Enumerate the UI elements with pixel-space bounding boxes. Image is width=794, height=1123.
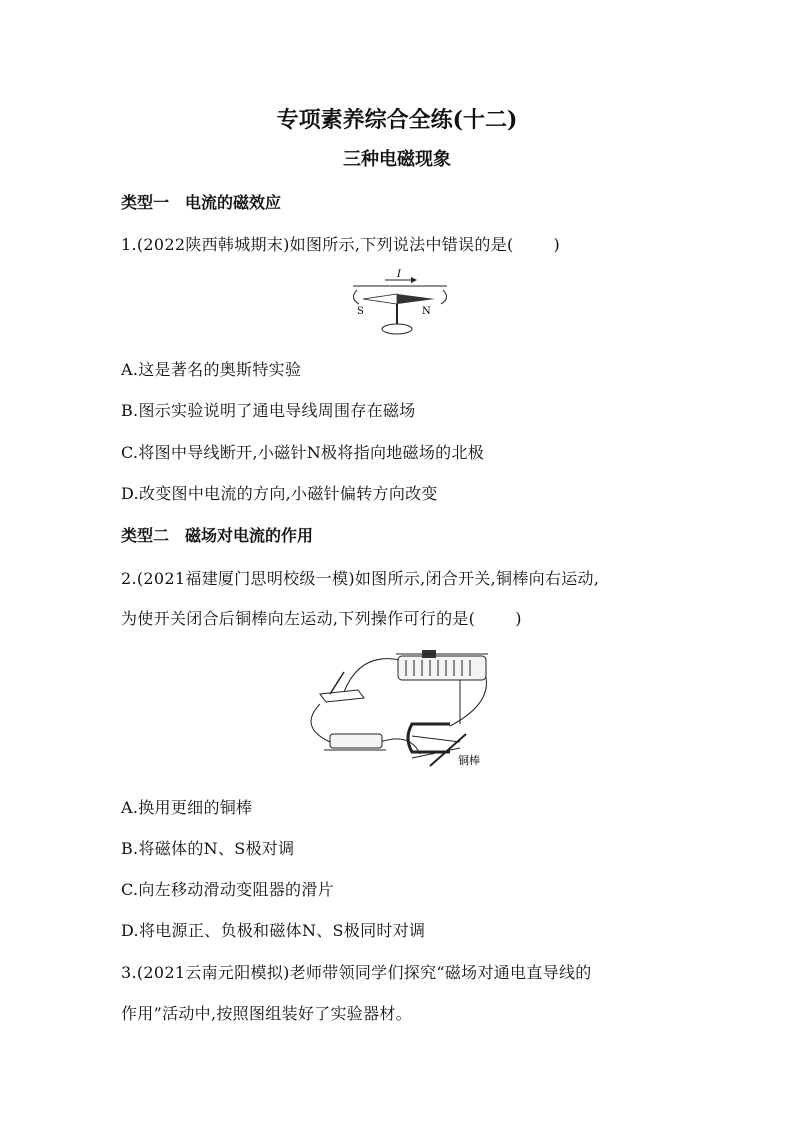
question-3-stem-line-2: 作用”活动中,按照图组装好了实验器材。 [121,1004,412,1023]
question-1-stem [121,232,560,255]
page-subtitle: 三种电磁现象 [343,149,451,170]
question-1-paren-close: ) [553,235,561,254]
question-2-paren-close: ) [515,609,522,628]
switch-base [320,690,364,702]
question-2-stem-text: 为使开关闭合后铜棒向左运动,下列操作可行的是( [121,609,476,628]
question-2-option-a[interactable]: A.换用更细的铜棒 [121,798,253,817]
section-heading-2: 类型二 磁场对电流的作用 [121,526,314,545]
current-label: I [397,269,401,280]
question-3-stem-line-1: 3.(2021云南元阳模拟)老师带领同学们探究“磁场对通电直导线的 [121,963,592,982]
question-1-option-c[interactable]: C.将图中导线断开,小磁针N极将指向地磁场的北极 [121,443,485,462]
north-label: N [422,306,431,317]
question-2-option-c[interactable]: C.向左移动滑动变阻器的滑片 [121,880,334,899]
question-2-stem-line-1: 2.(2021福建厦门思明校级一模)如图所示,闭合开关,铜棒向右运动, [121,569,600,588]
south-label: S [357,306,364,317]
section-heading-1: 类型一 电流的磁效应 [121,193,282,212]
question-1-option-d[interactable]: D.改变图中电流的方向,小磁针偏转方向改变 [121,484,438,503]
question-1-stem-text: 1.(2022陕西韩城期末)如图所示,下列说法中错误的是( [121,235,514,254]
copper-rod-label: 铜棒 [458,754,480,767]
wire-switch-battery [311,704,330,742]
needle-south [363,294,397,304]
oersted-experiment-figure [345,266,455,342]
question-2-stem-line-2 [121,606,522,629]
circuit-experiment-figure [300,642,500,777]
question-1-option-a[interactable]: A.这是著名的奥斯特实验 [121,360,302,379]
wire-switch-rheostat [344,659,400,692]
switch-blade [330,672,344,694]
field-arc-left [353,290,359,304]
question-1-option-b[interactable]: B.图示实验说明了通电导线周围存在磁场 [121,401,416,420]
rail-top [412,736,460,742]
needle-north [397,294,435,304]
page-title: 专项素养综合全练(十二) [276,107,518,133]
question-2-option-d[interactable]: D.将电源正、负极和磁体N、S极同时对调 [121,921,426,940]
question-2-option-b[interactable]: B.将磁体的N、S极对调 [121,839,295,858]
stand-base [382,324,412,334]
rheostat-body [398,656,486,680]
field-arc-right [441,290,447,304]
battery-body [330,734,382,748]
current-arrowhead [411,277,417,283]
